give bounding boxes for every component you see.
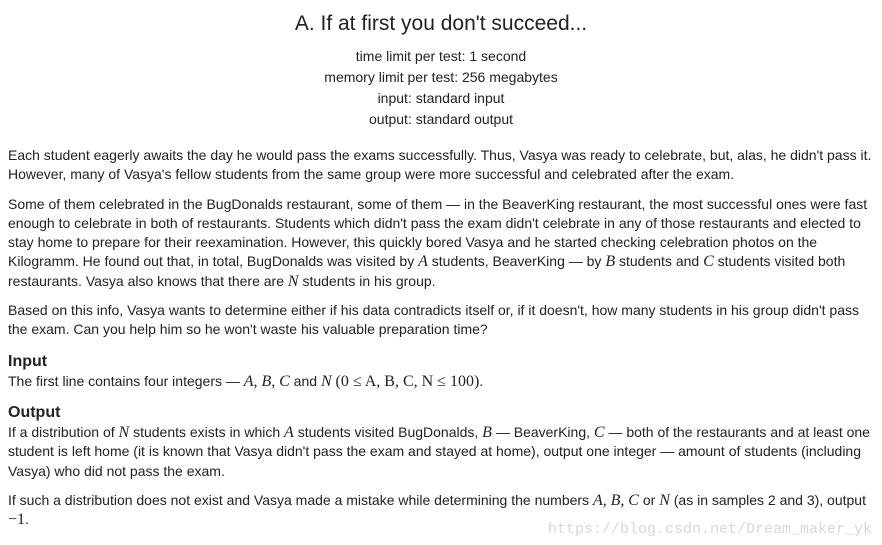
text: students visited both restaurants. Vasya also knows that there are (8, 253, 846, 289)
output-file: output: standard output (369, 111, 513, 127)
input-heading: Input (8, 352, 48, 370)
text: The first line contains four integers — (8, 372, 244, 389)
text: . (25, 511, 29, 528)
text: or (638, 491, 660, 508)
text: students in his group. (298, 272, 436, 289)
math-c: C (628, 491, 639, 509)
output-heading: Output (8, 403, 61, 421)
math-n: N (320, 372, 332, 390)
math-a: A (418, 253, 428, 271)
math-a: A (284, 423, 294, 441)
watermark: https://blog.csdn.net/Dream_maker_yk (547, 521, 872, 538)
input-text (8, 372, 874, 391)
problem-title: A. If at first you don't succeed... (294, 12, 588, 35)
statement-paragraph-2 (8, 195, 874, 291)
math-n: N (118, 423, 130, 441)
math-c: C (593, 423, 605, 441)
math-n: N (287, 272, 299, 290)
text: If a distribution of (8, 423, 119, 440)
output-paragraph-1 (8, 423, 874, 481)
text: — BeaverKing, (491, 423, 594, 440)
input-file: input: standard input (377, 90, 505, 106)
math-a: A, (243, 372, 258, 390)
math-b: B, (261, 372, 276, 390)
text: — both of the restaurants and at least one student is left home (it is known that Vasya didn't pass the exam and stayed at home), output one integer — amount of students (including Vasya) who did not pass the exam. (8, 423, 870, 479)
math-c: C (703, 253, 714, 271)
text: students exists in which (129, 423, 285, 440)
text: (as in samples 2 and 3), output (669, 491, 866, 508)
math-minus-one: −1 (8, 511, 26, 529)
math-b: B (605, 253, 616, 271)
statement-paragraph-3: Based on this info, Vasya wants to determine either if his data contradicts itself or, if it doesn't, how many students in his group didn't pass the exam. Can you help him so he won't waste his valuable preparation time? (8, 302, 859, 338)
math-b: B (482, 423, 492, 441)
text: students visited BugDonalds, (293, 423, 483, 440)
constraint-formula: (0 ≤ A, B, C, N ≤ 100) (335, 372, 480, 390)
math-a: A, (592, 491, 607, 509)
math-c: C (279, 372, 290, 390)
text: and (289, 372, 321, 389)
text: If such a distribution does not exist and Vasya made a mistake while determining the numbers (8, 491, 593, 508)
text: . (479, 372, 484, 389)
problem-header (0, 0, 882, 130)
problem-statement (0, 146, 882, 529)
text: Some of them celebrated in the BugDonalds restaurant, some of them — in the BeaverKing restaurant, the most successful ones were fast enough to celebrate in both of restaurants. Students which didn't pass the exam didn't celebrate in any of those restaurants and elected to stay home to prepare for their reexamination. However, this quickly bored Vasya and he started checking celebration photos on the Kilogramm. He found out that, in total, BugDonalds was visited by (8, 195, 868, 270)
time-limit: time limit per test: 1 second (355, 48, 527, 64)
text: students and (615, 253, 704, 270)
math-n: N (659, 491, 670, 509)
text: students, BeaverKing — by (427, 253, 606, 270)
statement-paragraph-1: Each student eagerly awaits the day he would pass the exams successfully. Thus, Vasya was ready to celebrate, but, alas, he didn't pass it. However, many of Vasya's fellow students from the same group were more successful and celebrated after the exam. (8, 147, 872, 183)
memory-limit: memory limit per test: 256 megabytes (324, 69, 558, 85)
math-b: B, (610, 491, 625, 509)
